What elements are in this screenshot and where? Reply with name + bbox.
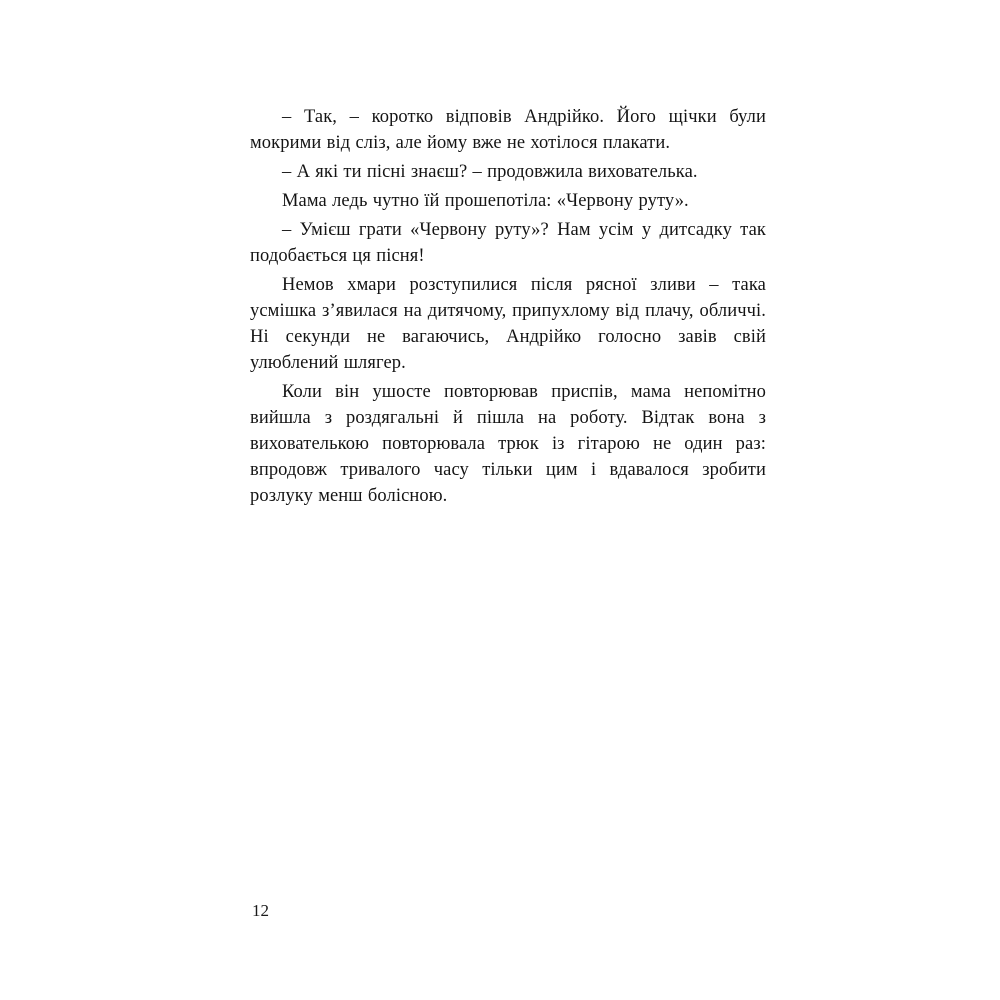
paragraph: Мама ледь чутно їй прошепотіла: «Червону руту».	[282, 191, 689, 211]
paragraph: Немов хмари розступилися після рясної зливи – така усмішка з’явилася на дитячому, припухлому від плачу, обличчі. Ні секунди не вагаючись, Андрійко голосно завів свій улюблений шлягер.	[250, 275, 766, 373]
page-number: 12	[252, 901, 269, 920]
body-text	[250, 104, 766, 512]
paragraph: Коли він ушосте повторював приспів, мама непомітно вийшла з роздягальні й пішла на роботу. Відтак вона з вихователькою повторювала трюк із гітарою не один раз: впродовж тривалого часу тільки цим і вдавалося зробити розлуку менш болісною.	[250, 382, 766, 506]
paragraph: – Умієш грати «Червону руту»? Нам усім у дитсадку так подобається ця пісня!	[250, 220, 766, 266]
paragraph: – Так, – коротко відповів Андрійко. Його щічки були мокрими від сліз, але йому вже не хотілося плакати.	[250, 107, 766, 153]
paragraph: – А які ти пісні знаєш? – продовжила вихователька.	[282, 162, 698, 182]
